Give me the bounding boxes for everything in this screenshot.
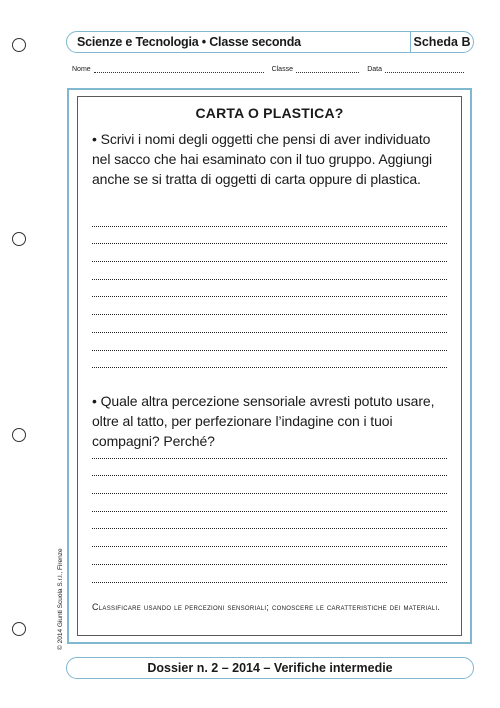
worksheet-title: CARTA O PLASTICA? bbox=[195, 105, 344, 121]
answer-line[interactable] bbox=[92, 529, 447, 547]
question-1: • Scrivi i nomi degli oggetti che pensi di aver individuato nel sacco che hai esaminato con il tuo gruppo. Aggiungi anche se si tratta di oggetti di carta oppure di plastica. bbox=[92, 131, 433, 187]
answer-line[interactable] bbox=[92, 459, 447, 477]
answer-line[interactable] bbox=[92, 209, 447, 227]
answer-line[interactable] bbox=[92, 244, 447, 262]
answer-line[interactable] bbox=[92, 315, 447, 333]
question-2: • Quale altra percezione sensoriale avresti potuto usare, oltre al tatto, per perfezionare l’indagine con i tuoi compagni? Perché? bbox=[92, 393, 435, 449]
binder-hole-lower-middle bbox=[12, 428, 26, 442]
copyright-notice: © 2014 Giunti Scuola S.r.l., Firenze bbox=[57, 548, 64, 650]
answer-line[interactable] bbox=[92, 494, 447, 512]
header-bar bbox=[66, 31, 474, 53]
answer-line[interactable] bbox=[92, 280, 447, 298]
data-field[interactable] bbox=[385, 67, 464, 73]
worksheet-content bbox=[77, 96, 462, 636]
nome-field[interactable] bbox=[94, 67, 264, 73]
learning-objectives: Classificare usando le percezioni sensoriali; conoscere le caratteristiche dei materiali. bbox=[92, 602, 441, 612]
binder-hole-bottom bbox=[12, 622, 26, 636]
answer-line[interactable] bbox=[92, 441, 447, 459]
answer-line[interactable] bbox=[92, 333, 447, 351]
answer-line[interactable] bbox=[92, 297, 447, 315]
binder-hole-upper-middle bbox=[12, 232, 26, 246]
answer-lines-1[interactable] bbox=[92, 209, 447, 368]
answer-line[interactable] bbox=[92, 547, 447, 565]
header-subject: Scienze e Tecnologia • Classe seconda bbox=[77, 35, 301, 49]
classe-field[interactable] bbox=[296, 67, 359, 73]
footer-bar bbox=[66, 657, 474, 679]
worksheet-frame bbox=[67, 88, 472, 644]
data-label: Data bbox=[367, 66, 382, 73]
binder-hole-top bbox=[12, 38, 26, 52]
footer-text: Dossier n. 2 – 2014 – Verifiche intermedie bbox=[147, 661, 393, 675]
nome-label: Nome bbox=[72, 66, 91, 73]
answer-line[interactable] bbox=[92, 476, 447, 494]
answer-line[interactable] bbox=[92, 262, 447, 280]
answer-lines-2[interactable] bbox=[92, 441, 447, 583]
answer-line[interactable] bbox=[92, 512, 447, 530]
header-scheda-label: Scheda B bbox=[413, 35, 471, 49]
answer-line[interactable] bbox=[92, 565, 447, 583]
classe-label: Classe bbox=[271, 66, 293, 73]
answer-line[interactable] bbox=[92, 351, 447, 369]
answer-line[interactable] bbox=[92, 227, 447, 245]
student-info-row bbox=[72, 66, 472, 73]
